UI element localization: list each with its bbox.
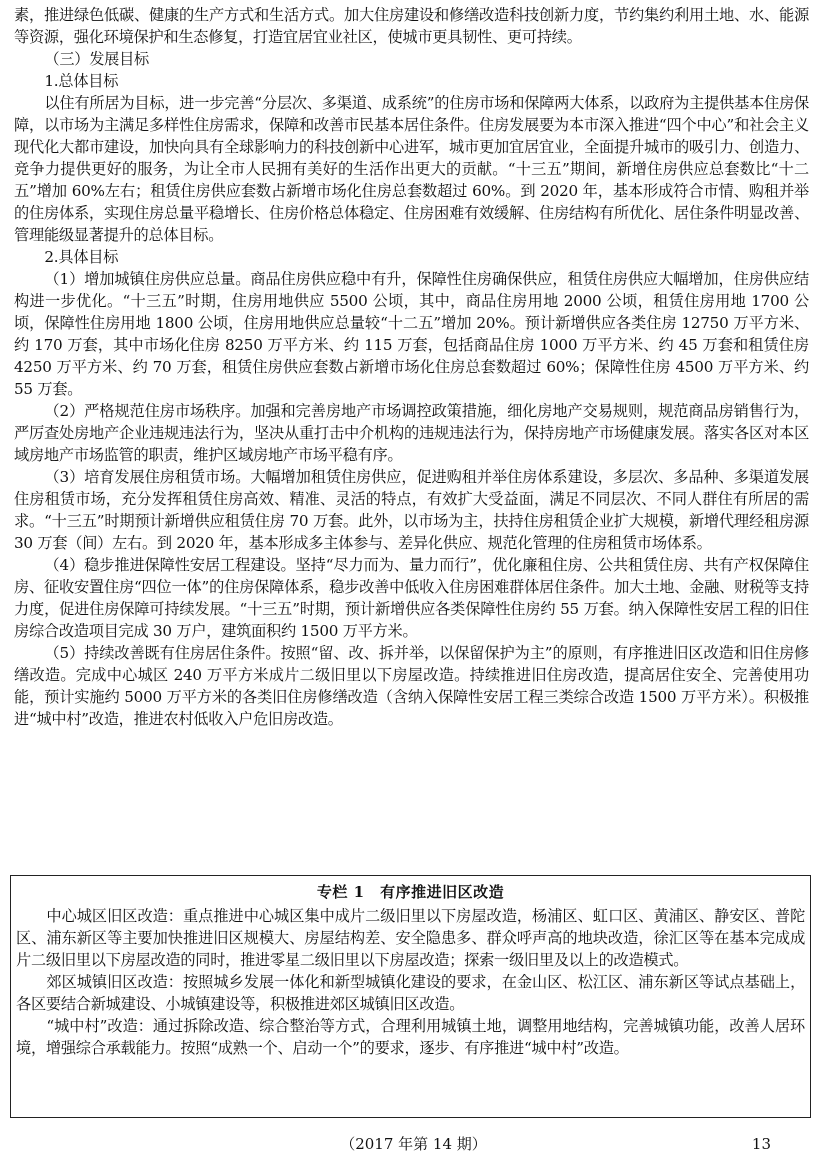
issue-label: （2017 年第 14 期） bbox=[340, 1135, 487, 1153]
paragraph-goal-3: （3）培育发展住房租赁市场。大幅增加租赁住房供应，促进购租并举住房体系建设，多层次、多品种、多渠道发展住房租赁市场，充分发挥租赁住房高效、精准、灵活的特点，有效扩大受益面，满足不同层次、不同人群住有所居的需求。“十三五”时期预计新增供应租赁住房 70 万套。此外，以市场为主，扶持住房租赁企业扩大规模，新增代理经租房源 30 万套（间）左右。到 2020 年，基本形成多主体参与、差异化供应、规范化管理的住房租赁市场体系。 bbox=[14, 468, 809, 552]
box-title: 专栏 1 有序推进旧区改造 bbox=[316, 883, 505, 901]
section-heading-goals: （三）发展目标 bbox=[44, 50, 149, 68]
box-paragraph-suburban: 郊区城镇旧区改造：按照城乡发展一体化和新型城镇化建设的要求，在金山区、松江区、浦东新区等试点基础上，各区要结合新城建设、小城镇建设等，积极推进郊区城镇旧区改造。 bbox=[16, 973, 805, 1013]
main-text bbox=[14, 4, 809, 730]
paragraph-goal-2: （2）严格规范住房市场秩序。加强和完善房地产市场调控政策措施，细化房地产交易规则，规范商品房销售行为，严厉查处房地产企业违规违法行为，坚决从重打击中介机构的违规违法行为，保持房地产市场健康发展。落实各区对本区域房地产市场监管的职责，维护区域房地产市场平稳有序。 bbox=[14, 402, 809, 464]
paragraph-goal-4: （4）稳步推进保障性安居工程建设。坚持“尽力而为、量力而行”，优化廉租住房、公共租赁住房、共有产权保障住房、征收安置住房“四位一体”的住房保障体系，稳步改善中低收入住房困难群体居住条件。加大土地、金融、财税等支持力度，促进住房保障可持续发展。“十三五”时期，预计新增供应各类保障性住房约 55 万套。纳入保障性安居工程的旧住房综合改造项目完成 30 万户，建筑面积约 1500 万平方米。 bbox=[14, 556, 809, 640]
sidebar-box bbox=[10, 875, 811, 1118]
page-number: 13 bbox=[751, 1135, 771, 1153]
paragraph-overall-goal: 以住有所居为目标，进一步完善“分层次、多渠道、成系统”的住房市场和保障两大体系，以政府为主提供基本住房保障，以市场为主满足多样性住房需求，保障和改善市民基本居住条件。住房发展要为本市深入推进“四个中心”和社会主义现代化大都市建设，加快向具有全球影响力的科技创新中心进军，城市更加宜居宜业，全面提升城市的吸引力、创造力、竞争力提供更好的服务，为让全市人民拥有美好的生活作出更大的贡献。“十三五”期间，新增住房供应总套数比“十二五”增加 60%左右；租赁住房供应套数占新增市场化住房总套数超过 60%。到 2020 年，基本形成符合市情、购租并举的住房体系，实现住房总量平稳增长、住房价格总体稳定、住房困难有效缓解、住房结构有所优化、居住条件明显改善、管理能级显著提升的总体目标。 bbox=[14, 94, 809, 244]
paragraph-intro: 素，推进绿色低碳、健康的生产方式和生活方式。加大住房建设和修缮改造科技创新力度，节约集约利用土地、水、能源等资源，强化环境保护和生态修复，打造宜居宜业社区，使城市更具韧性、更可持续。 bbox=[14, 6, 809, 46]
paragraph-goal-1: （1）增加城镇住房供应总量。商品住房供应稳中有升，保障性住房确保供应，租赁住房供应大幅增加，住房供应结构进一步优化。“十三五”时期，住房用地供应 5500 公顷，其中，商品住房用地 2000 公顷，租赁住房用地 1700 公顷，保障性住房用地 1800 公顷，住房用地供应总量较“十二五”增加 20%。预计新增供应各类住房 12750 万平方米、约 170 万套，其中市场化住房 8250 万平方米、约 115 万套，包括商品住房 1000 万平方米、约 45 万套和租赁住房 4250 万平方米、约 70 万套，租赁住房供应套数占新增市场化住房总套数超过 60%；保障性住房 4500 万平方米、约 55 万套。 bbox=[14, 270, 809, 398]
subheading-specific-goals: 2.具体目标 bbox=[44, 248, 119, 266]
paragraph-goal-5: （5）持续改善既有住房居住条件。按照“留、改、拆并举，以保留保护为主”的原则，有序推进旧区改造和旧住房修缮改造。完成中心城区 240 万平方米成片二级旧里以下房屋改造。持续推进旧住房改造，提高居住安全、完善使用功能，预计实施约 5000 万平方米的各类旧住房修缮改造（含纳入保障性安居工程三类综合改造 1500 万平方米）。积极推进“城中村”改造，推进农村低收入户危旧房改造。 bbox=[14, 644, 809, 728]
subheading-overall-goal: 1.总体目标 bbox=[44, 72, 119, 90]
box-paragraph-urban-village: “城中村”改造：通过拆除改造、综合整治等方式，合理利用城镇土地，调整用地结构，完善城镇功能，改善人居环境，增强综合承载能力。按照“成熟一个、启动一个”的要求，逐步、有序推进“城中村”改造。 bbox=[16, 1017, 805, 1057]
box-paragraph-central: 中心城区旧区改造：重点推进中心城区集中成片二级旧里以下房屋改造，杨浦区、虹口区、黄浦区、静安区、普陀区、浦东新区等主要加快推进旧区规模大、房屋结构差、安全隐患多、群众呼声高的地块改造，徐汇区等在基本完成成片二级旧里以下房屋改造的同时，推进零星二级旧里以下房屋改造；探索一级旧里及以上的改造模式。 bbox=[16, 907, 805, 969]
page-footer bbox=[0, 1133, 827, 1155]
